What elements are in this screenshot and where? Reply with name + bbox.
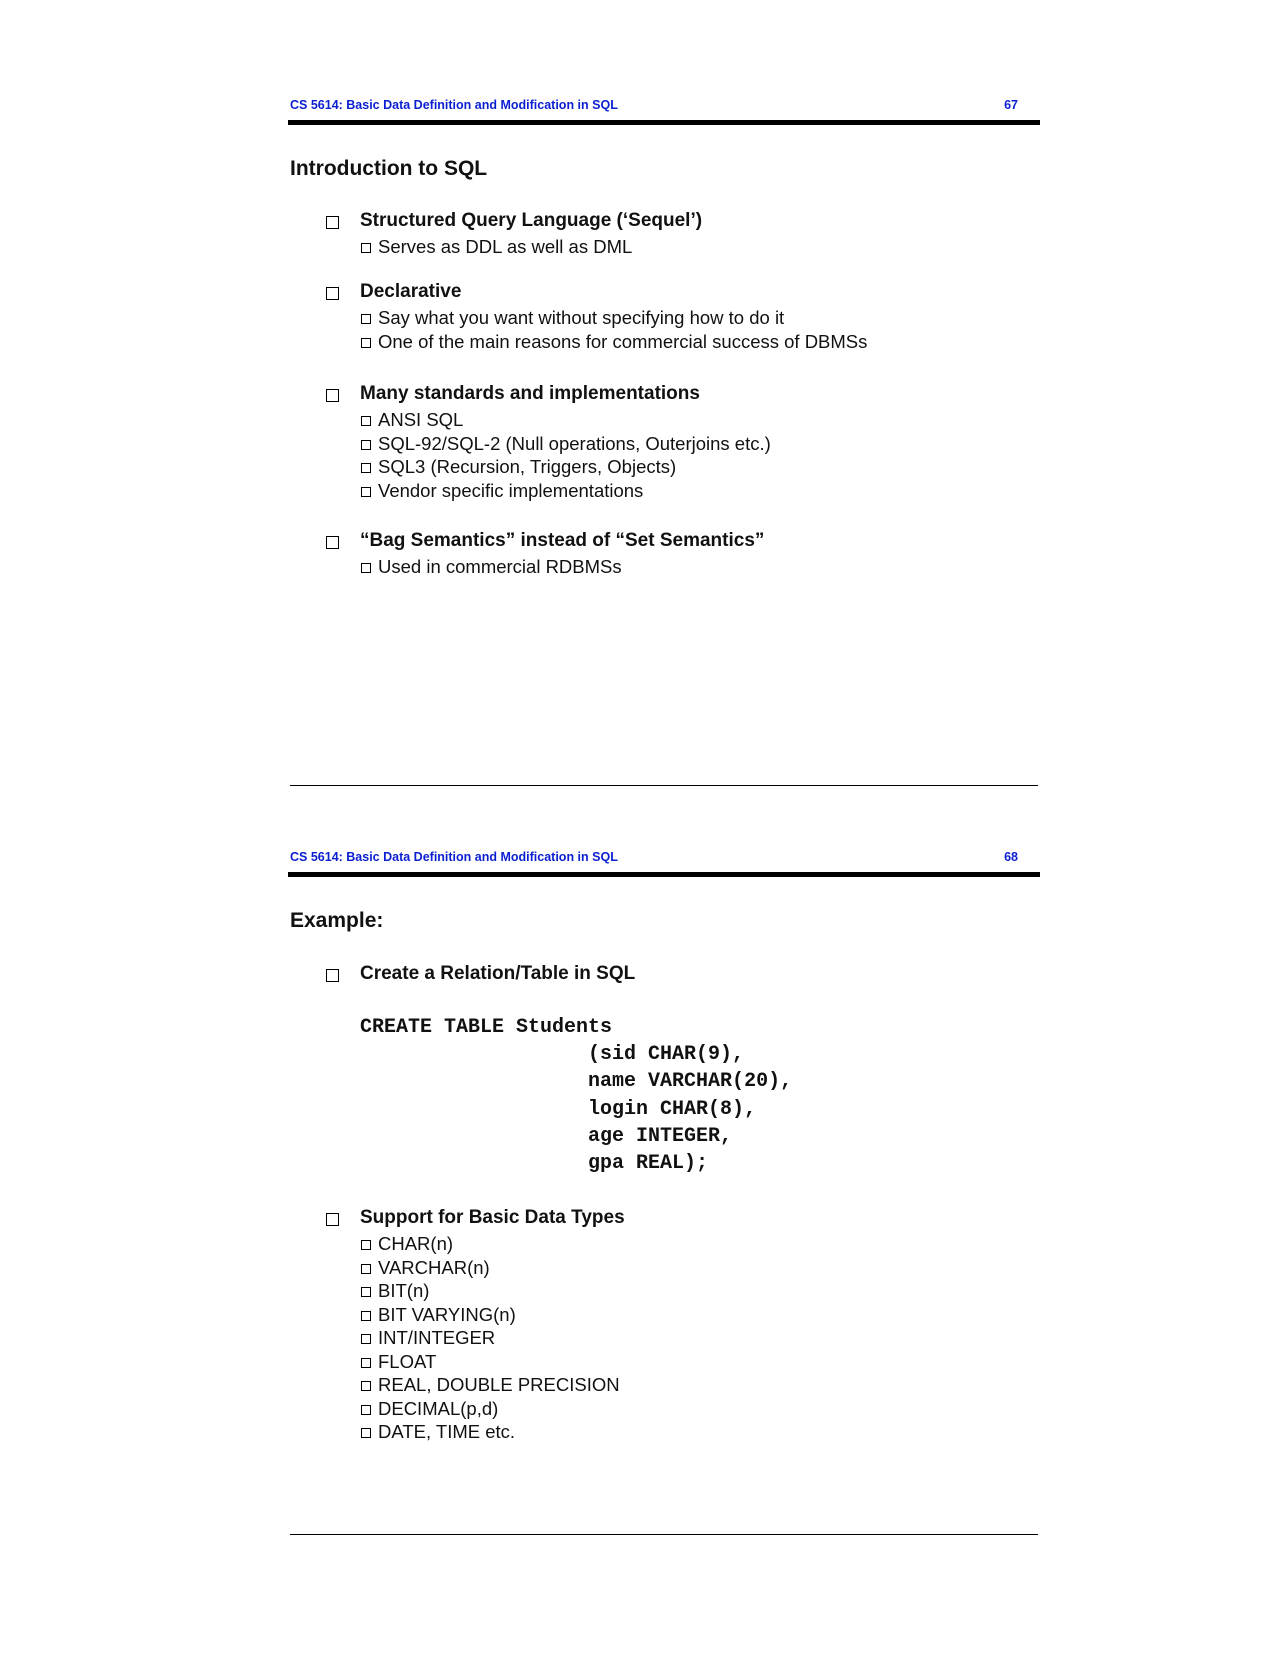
footer-rule [290,1534,1038,1535]
small-square-bullet-icon [361,1381,371,1391]
small-square-bullet-icon [361,1358,371,1368]
square-bullet-icon [326,287,339,300]
course-title: CS 5614: Basic Data Definition and Modification in SQL [290,850,618,864]
code-line: login CHAR(8), [360,1097,757,1121]
slide-title: Example: [290,909,384,932]
code-line: age INTEGER, [360,1124,733,1148]
small-square-bullet-icon [361,440,371,450]
small-square-bullet-icon [361,1240,371,1250]
square-bullet-icon [326,1213,339,1226]
section-label: Create a Relation/Table in SQL [360,963,636,984]
slide-68: CS 5614: Basic Data Definition and Modification in SQL 68 Example: Create a Relation/Table in SQL CREATE TABLE Students (sid CHAR(9), name VARCHAR(20), login CHAR(8), age INTEGER, gpa REAL); Support for Basic Data Types CHAR(n) VARCHAR(n) BIT(n) BIT VARYING(n) INT/INTEGER FLOAT REAL, DOUBLE PRECISION DECIMAL(p,d) DATE, TIME etc. [0,830,1280,1656]
sql-code-block [360,1014,792,1177]
section-label: Support for Basic Data Types [360,1207,625,1228]
square-bullet-icon [326,216,339,229]
small-square-bullet-icon [361,463,371,473]
page-number: 68 [1004,850,1018,864]
header-rule [288,120,1040,125]
slide-67: CS 5614: Basic Data Definition and Modification in SQL 67 Introduction to SQL Structured Query Language (‘Sequel’) Serves as DDL as well as DML Declarative Say what you want without specifying how to do it One of the main reasons for commercial success of DBMSs Many standards and implementations ANSI SQL SQL-92/SQL-2 (Null operations, Outerjoins etc.) SQL3 (Recursion, Triggers, Objects) Vendor specific implementations “Bag Semantics” instead of “Set Semantics” Used in commercial RDBMSs [0,0,1280,830]
small-square-bullet-icon [361,1405,371,1415]
square-bullet-icon [326,536,339,549]
square-bullet-icon [326,389,339,402]
small-square-bullet-icon [361,1287,371,1297]
slide-header [290,850,1018,866]
small-square-bullet-icon [361,563,371,573]
small-square-bullet-icon [361,338,371,348]
small-square-bullet-icon [361,1264,371,1274]
small-square-bullet-icon [361,1334,371,1344]
footer-rule [290,785,1038,786]
section-label: “Bag Semantics” instead of “Set Semantics” [360,530,765,551]
slide-header [290,98,1018,114]
header-rule [288,872,1040,877]
slide-title: Introduction to SQL [290,157,488,180]
small-square-bullet-icon [361,1428,371,1438]
square-bullet-icon [326,969,339,982]
small-square-bullet-icon [361,416,371,426]
code-line: gpa REAL); [360,1151,709,1175]
course-title: CS 5614: Basic Data Definition and Modification in SQL [290,98,618,112]
section-label: Many standards and implementations [360,383,700,404]
small-square-bullet-icon [361,314,371,324]
page-number: 67 [1004,98,1018,112]
small-square-bullet-icon [361,243,371,253]
code-line: (sid CHAR(9), [360,1043,745,1067]
small-square-bullet-icon [361,1311,371,1321]
section-label: Declarative [360,281,462,302]
small-square-bullet-icon [361,487,371,497]
code-line: name VARCHAR(20), [360,1070,793,1094]
code-line: CREATE TABLE Students [360,1016,613,1039]
section-label: Structured Query Language (‘Sequel’) [360,210,703,231]
